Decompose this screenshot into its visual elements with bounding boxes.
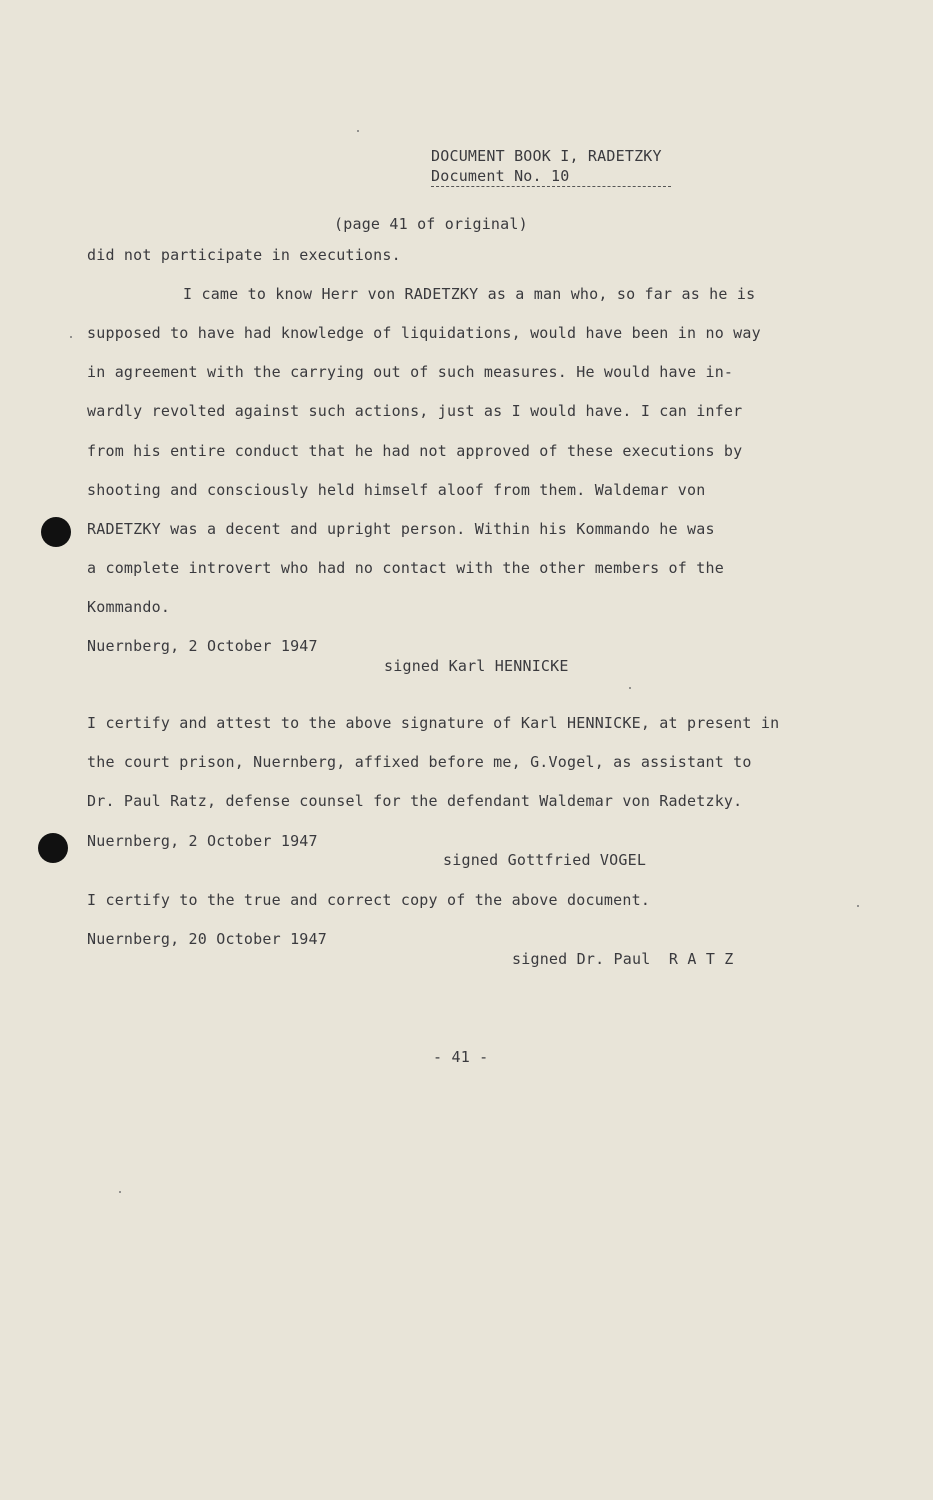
body-line: RADETZKY was a decent and upright person. Within his Kommando he was [87,520,715,538]
paper-speck [857,905,859,907]
copy-certification-place-date: Nuernberg, 20 October 1947 [87,930,327,948]
document-book-heading: DOCUMENT BOOK I, RADETZKY [431,147,662,165]
page-number: - 41 - [433,1048,489,1066]
paper-speck [629,687,631,689]
original-page-reference: (page 41 of original) [334,215,528,233]
certification-line: the court prison, Nuernberg, affixed before me, G.Vogel, as assistant to [87,753,752,771]
body-line: did not participate in executions. [87,246,401,264]
certification-line: Dr. Paul Ratz, defense counsel for the defendant Waldemar von Radetzky. [87,792,743,810]
paper-speck [119,1191,121,1193]
paper-speck [357,130,359,132]
body-line: a complete introvert who had no contact with the other members of the [87,559,724,577]
certification-signature: signed Gottfried VOGEL [443,851,647,869]
punch-hole [38,833,68,863]
body-line: wardly revolted against such actions, just as I would have. I can infer [87,402,743,420]
body-line: I came to know Herr von RADETZKY as a man who, so far as he is [183,285,756,303]
copy-certification-signature: signed Dr. Paul R A T Z [512,950,734,968]
body-line: supposed to have had knowledge of liquidations, would have been in no way [87,324,761,342]
document-number: Document No. 10 [431,167,570,185]
body-line: from his entire conduct that he had not approved of these executions by [87,442,743,460]
punch-hole [41,517,71,547]
body-line: Kommando. [87,598,171,616]
certification-line: I certify and attest to the above signature of Karl HENNICKE, at present in [87,714,780,732]
affidavit-place-date: Nuernberg, 2 October 1947 [87,637,318,655]
certification-place-date: Nuernberg, 2 October 1947 [87,832,318,850]
body-line: shooting and consciously held himself aloof from them. Waldemar von [87,481,706,499]
header-rule [431,186,671,187]
copy-certification-line: I certify to the true and correct copy of the above document. [87,891,651,909]
affidavit-signature: signed Karl HENNICKE [384,657,569,675]
paper-speck [70,336,72,338]
body-line: in agreement with the carrying out of such measures. He would have in- [87,363,734,381]
